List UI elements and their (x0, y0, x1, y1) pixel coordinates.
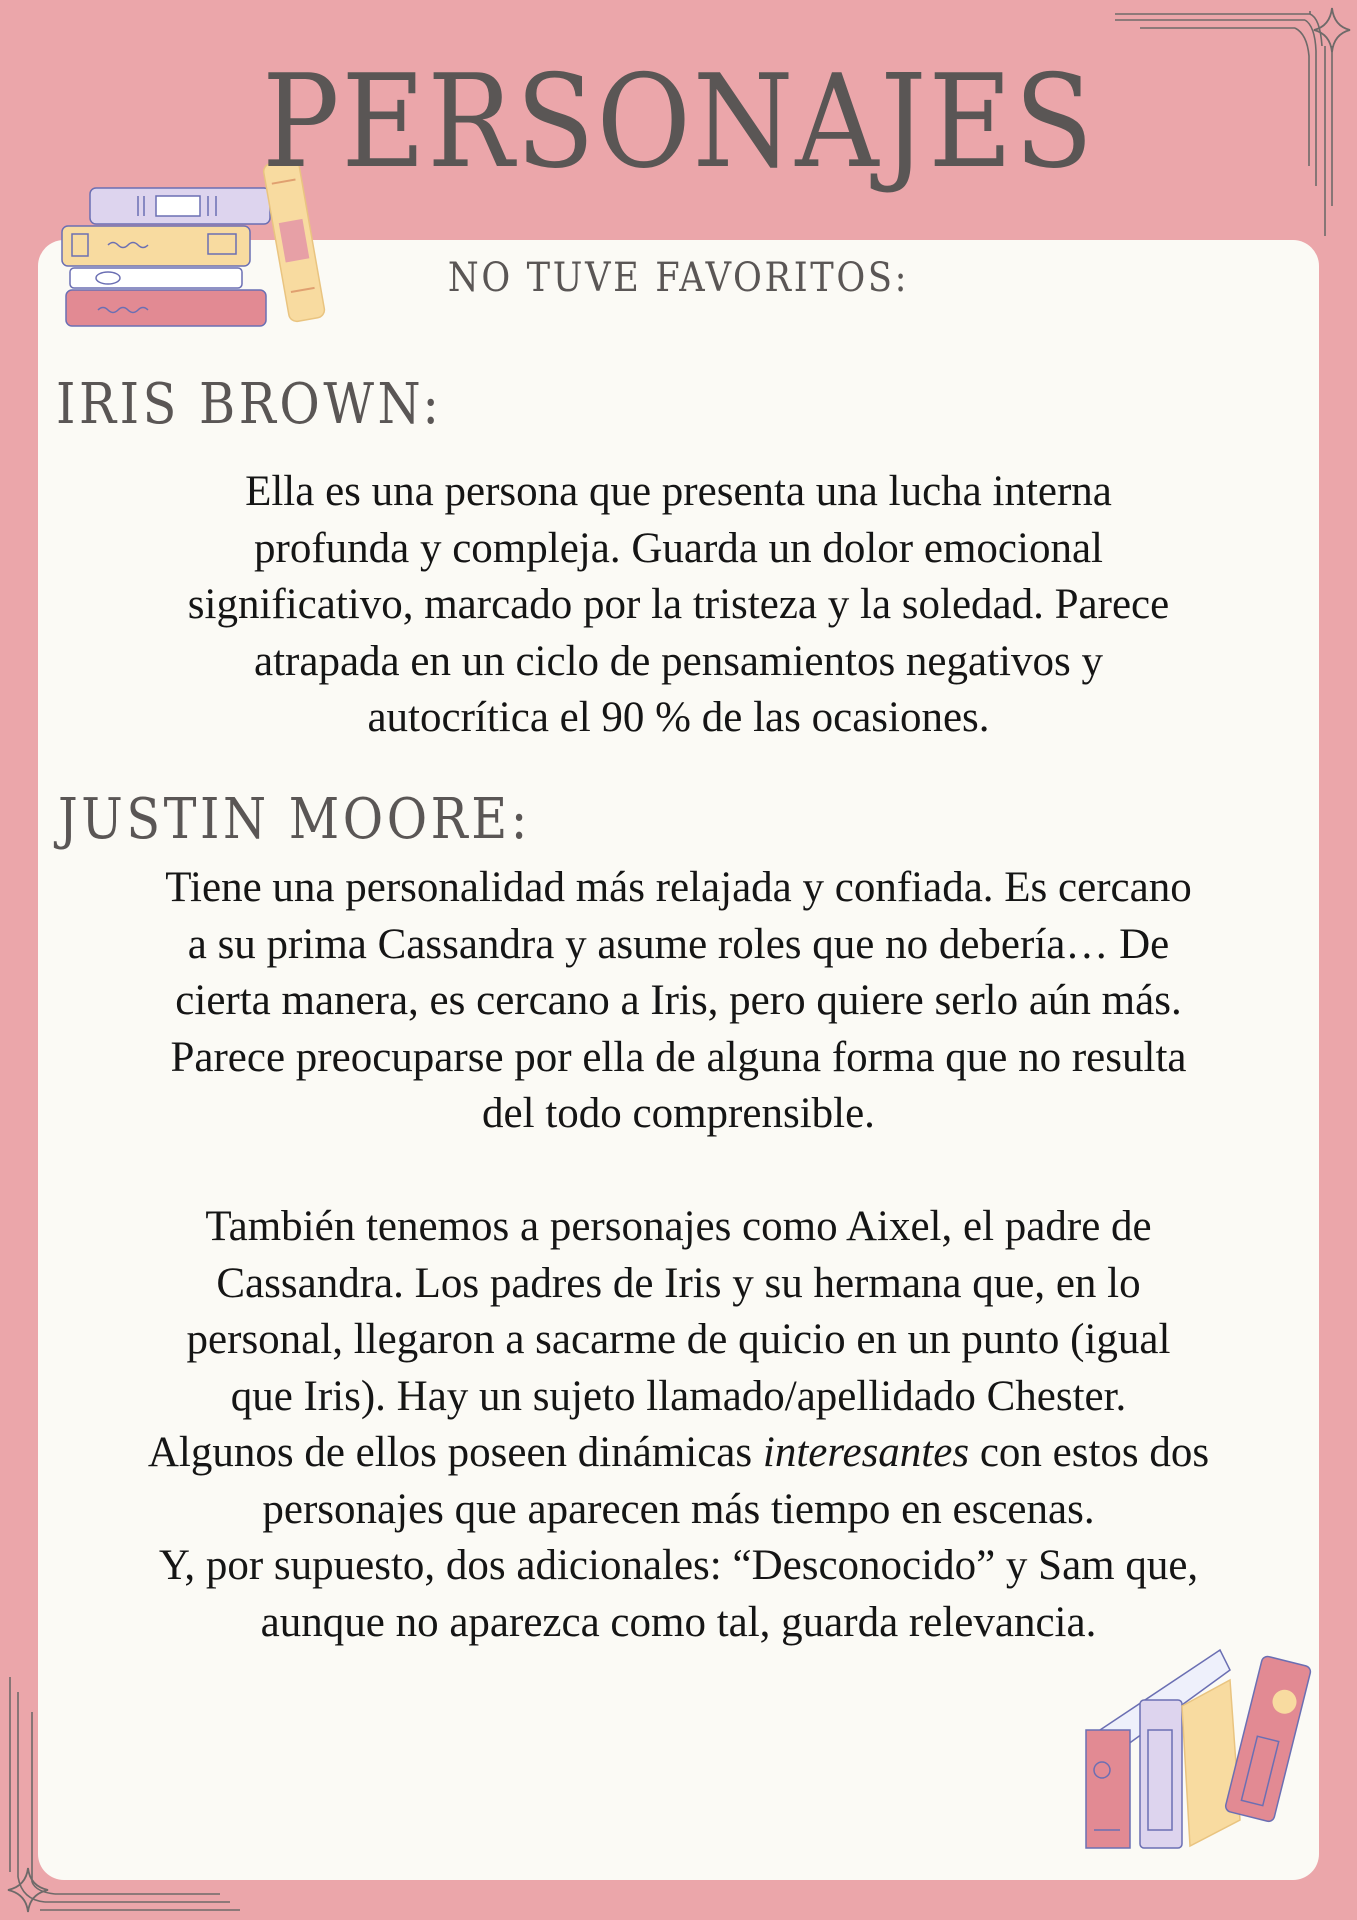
paragraph-line: autocrítica el 90 % de las ocasiones. (367, 694, 990, 741)
paragraph-line: Ella es una persona que presenta una lucha interna (245, 468, 1112, 515)
paragraph-line: personal, llegaron a sacarme de quicio en un punto (igual (186, 1316, 1171, 1363)
paragraph-line: atrapada en un ciclo de pensamientos negativos y (254, 637, 1103, 685)
paragraph-line: significativo, marcado por la tristeza y la soledad. Parece (187, 581, 1170, 628)
sparkle-icon (8, 1868, 48, 1912)
paragraph-line: También tenemos a personajes como Aixel, el padre de (205, 1203, 1152, 1250)
subtitle: NO TUVE FAVORITOS: (447, 255, 910, 301)
paragraph-line: profunda y compleja. Guarda un dolor emocional (254, 524, 1103, 572)
paragraph-line (38, 1425, 1319, 1482)
paragraph-line: Y, por supuesto, dos adicionales: “Desconocido” y Sam que, (158, 1542, 1199, 1589)
character-name-justin: JUSTIN MOORE: (58, 787, 531, 852)
paragraph-line: cierta manera, es cercano a Iris, pero quiere serlo aún más. (175, 977, 1182, 1024)
character-description-iris (38, 464, 1319, 747)
paragraph-line: Cassandra. Los padres de Iris y su hermana que, en lo (216, 1259, 1141, 1307)
books-upright-icon (1080, 1620, 1320, 1860)
character-name-iris: IRIS BROWN: (56, 372, 443, 437)
paragraph-line: Parece preocuparse por ella de alguna forma que no resulta (170, 1033, 1187, 1081)
paragraph-line: Tiene una personalidad más relajada y confiada. Es cercano (165, 864, 1192, 911)
emphasis-text: interesantes (762, 1429, 970, 1476)
page-title: PERSONAJES (262, 48, 1095, 197)
text-segment: Algunos de ellos poseen dinámicas (147, 1429, 763, 1476)
character-description-justin (38, 860, 1319, 1143)
paragraph-line: del todo comprensible. (482, 1090, 875, 1137)
paragraph-line: personajes que aparecen más tiempo en escenas. (262, 1485, 1095, 1533)
paragraph-line: que Iris). Hay un sujeto llamado/apellidado Chester. (230, 1372, 1127, 1420)
paragraph-line: a su prima Cassandra y asume roles que no debería… De (187, 920, 1170, 968)
text-segment: con estos dos (969, 1429, 1210, 1476)
other-characters-paragraph (38, 1199, 1319, 1651)
paragraph-line: aunque no aparezca como tal, guarda relevancia. (260, 1598, 1097, 1646)
